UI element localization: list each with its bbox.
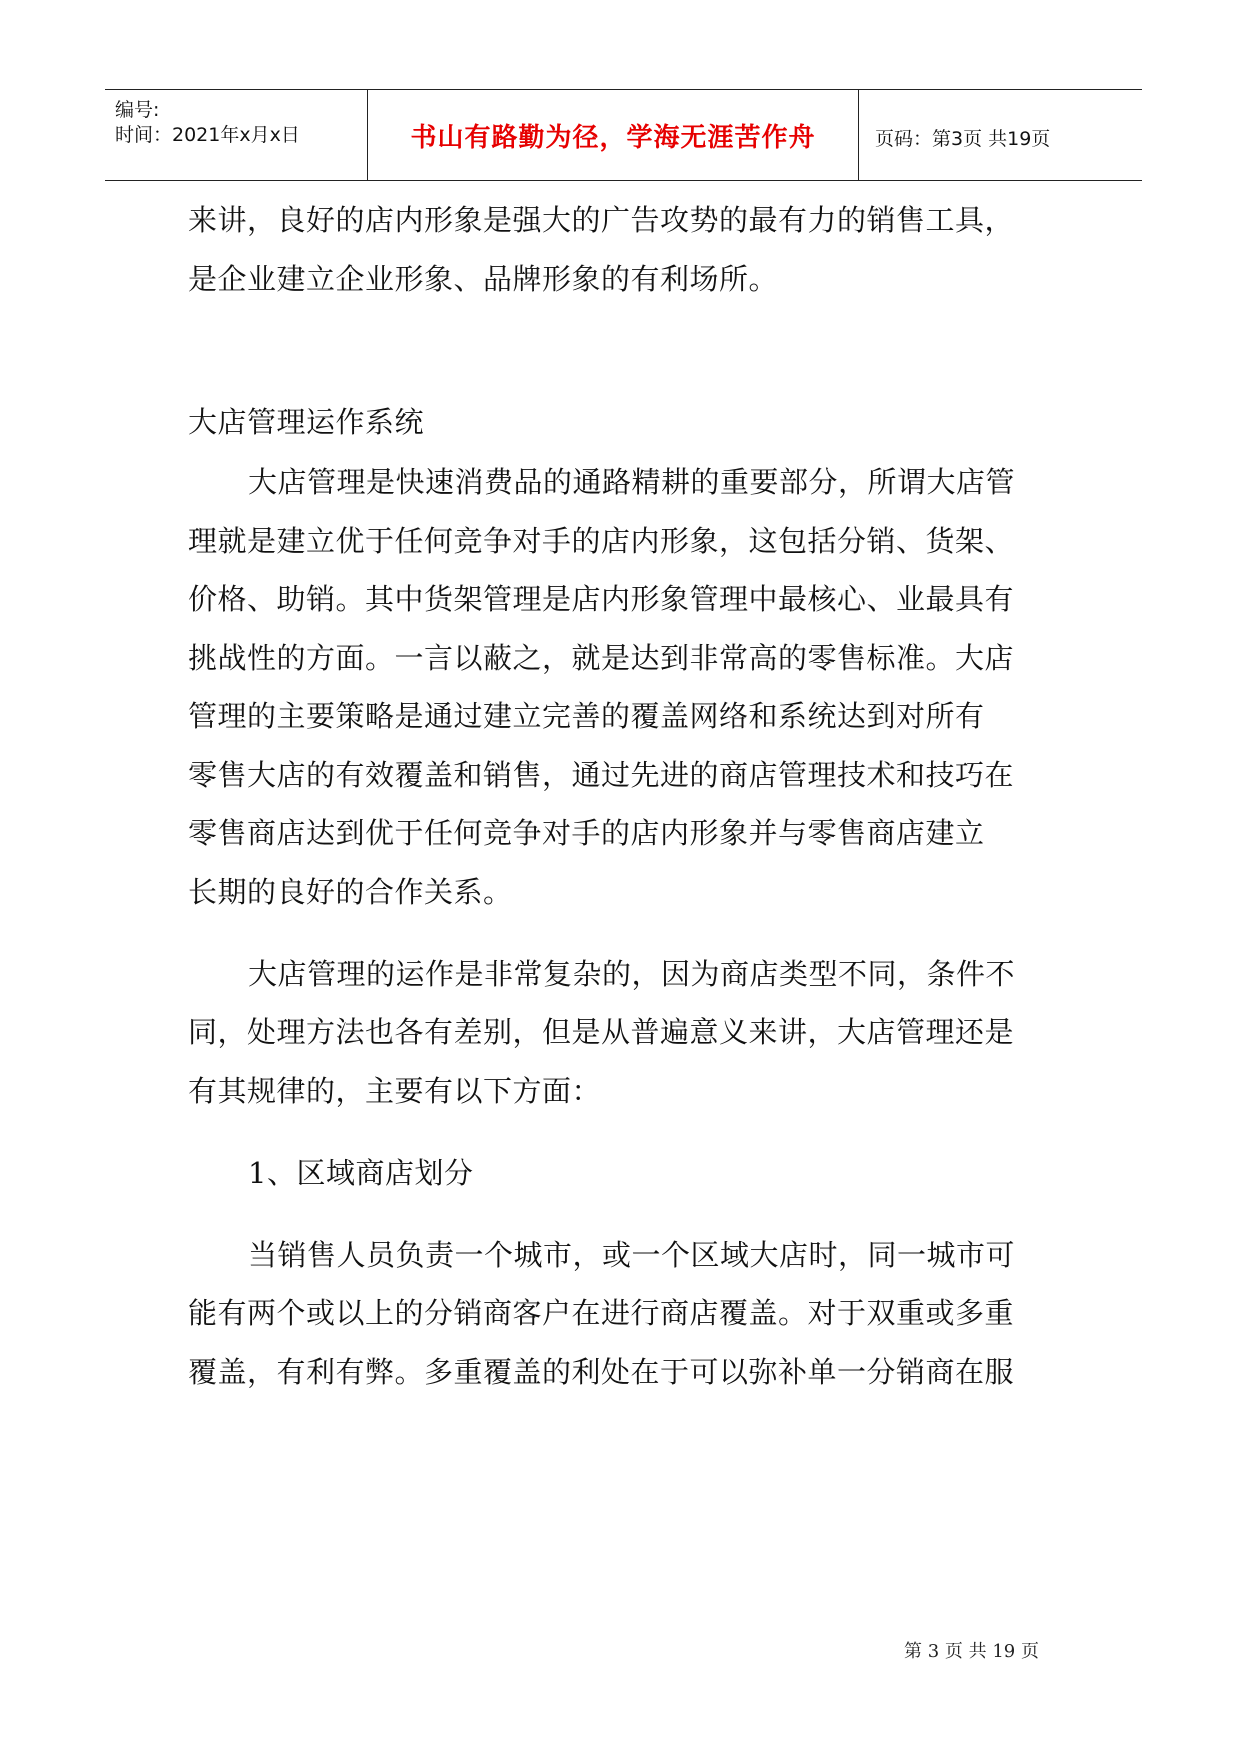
paragraph-line: 覆盖，有利有弊。多重覆盖的利处在于可以弥补单一分销商在服: [188, 1355, 1015, 1389]
paragraph-line: 挑战性的方面。一言以蔽之，就是达到非常高的零售标准。大店: [188, 641, 1015, 675]
header-page-cell: [859, 90, 1142, 180]
paragraph-line: 理就是建立优于任何竞争对手的店内形象，这包括分销、货架、: [188, 524, 1015, 558]
header-motto-cell: [368, 90, 859, 180]
paragraph-line: 同，处理方法也各有差别，但是从普遍意义来讲，大店管理还是: [188, 1015, 1015, 1049]
numbered-heading: 1、区域商店划分: [248, 1156, 474, 1190]
paragraph-line: 零售大店的有效覆盖和销售，通过先进的商店管理技术和技巧在: [188, 758, 1015, 792]
date-label: 时间：2021年x月x日: [115, 124, 300, 146]
paragraph-line: 管理的主要策略是通过建立完善的覆盖网络和系统达到对所有: [188, 699, 985, 733]
paragraph-line: 长期的良好的合作关系。: [188, 875, 513, 909]
paragraph-line: 能有两个或以上的分销商客户在进行商店覆盖。对于双重或多重: [188, 1296, 1015, 1330]
paragraph-line: 零售商店达到优于任何竞争对手的店内形象并与零售商店建立: [188, 816, 985, 850]
footer-page-number: 第 3 页 共 19 页: [904, 1641, 1039, 1662]
paragraph-line: 大店管理是快速消费品的通路精耕的重要部分，所谓大店管: [248, 465, 1016, 499]
document-header: [105, 89, 1142, 181]
header-meta-cell: [105, 90, 368, 180]
header-page-number: 页码：第3页 共19页: [875, 128, 1051, 150]
paragraph-line: 来讲，良好的店内形象是强大的广告攻势的最有力的销售工具，: [188, 203, 1015, 237]
paragraph-line: 有其规律的，主要有以下方面：: [188, 1074, 602, 1108]
paragraph-line: 当销售人员负责一个城市，或一个区域大店时，同一城市可: [248, 1238, 1016, 1272]
header-motto: 书山有路勤为径，学海无涯苦作舟: [410, 123, 816, 153]
serial-number-label: 编号:: [115, 99, 160, 121]
paragraph-line: 是企业建立企业形象、品牌形象的有利场所。: [188, 262, 779, 296]
section-heading: 大店管理运作系统: [188, 405, 425, 439]
paragraph-line: 价格、助销。其中货架管理是店内形象管理中最核心、业最具有: [188, 582, 1015, 616]
paragraph-line: 大店管理的运作是非常复杂的，因为商店类型不同，条件不: [248, 957, 1016, 991]
